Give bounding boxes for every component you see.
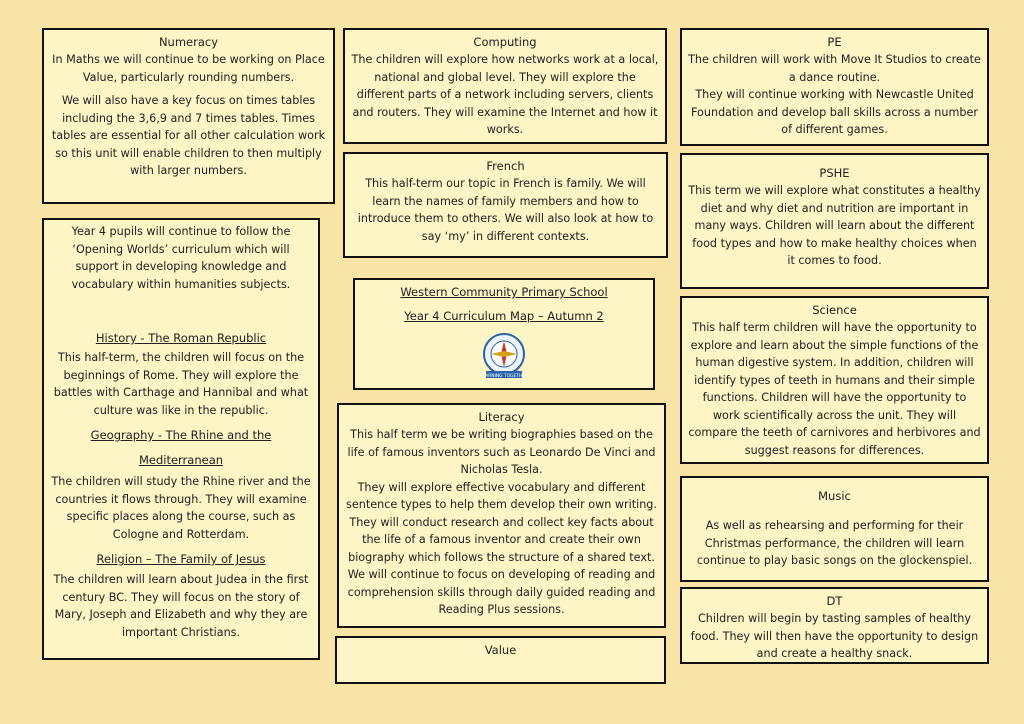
history-title: History - The Roman Republic — [95, 331, 267, 345]
geography-title-line-1: Geography - The Rhine and the — [90, 428, 272, 442]
numeracy-text-1: In Maths we will continue to be working on Place Value, particularly rounding numbers. — [52, 53, 325, 84]
literacy-title: Literacy — [478, 410, 525, 424]
humanities-panel — [42, 218, 320, 660]
curriculum-subtitle: Year 4 Curriculum Map – Autumn 2 — [404, 308, 604, 323]
logo-motto: LEARNING TOGETHER — [479, 374, 529, 379]
history-text: This half-term, the children will focus on the beginnings of Rome. They will explore the battles with Carthage and Hannibal and what culture was like in the republic. — [53, 351, 309, 417]
religion-title: Religion – The Family of Jesus — [96, 552, 266, 566]
science-title: Science — [812, 303, 857, 317]
computing-title: Computing — [473, 35, 537, 49]
value-panel — [335, 636, 666, 684]
school-name: Western Community Primary School — [400, 285, 608, 299]
dt-title: DT — [826, 594, 843, 608]
french-title: French — [486, 159, 525, 173]
numeracy-panel — [42, 28, 335, 204]
pshe-text: This term we will explore what constitutes a healthy diet and why diet and nutrition are important in many ways. Children will learn about the different food types and how to make healthy choices when it comes to food. — [688, 184, 981, 267]
dt-text: Children will begin by tasting samples of healthy food. They will then have the opportunity to design and create a healthy snack. — [690, 612, 979, 660]
computing-panel — [343, 28, 667, 144]
pshe-panel — [680, 153, 989, 289]
school-logo — [477, 331, 531, 381]
computing-text: The children will explore how networks work at a local, national and global level. They will explore the different parts of a network including servers, clients and routers. They will examine the Internet and how it works. — [351, 53, 659, 136]
french-text: This half-term our topic in French is family. We will learn the names of family members and how to introduce them to others. We will also look at how to say ‘my’ in different contexts. — [357, 177, 654, 243]
dt-panel — [680, 587, 989, 664]
science-text: This half term children will have the opportunity to explore and learn about the simple functions of the human digestive system. In addition, children will identify types of teeth in humans and their simple functions. Children will have the opportunity to work scientifically across the unit. They will compare the teeth of carnivores and herbivores and suggest reasons for differences. — [688, 321, 981, 457]
music-text: As well as rehearsing and performing for their Christmas performance, the children will learn continue to play basic songs on the glockenspiel. — [696, 519, 973, 567]
religion-text: The children will learn about Judea in the first century BC. They will focus on the story of Mary, Joseph and Elizabeth and why they are important Christians. — [53, 573, 309, 639]
science-panel — [680, 296, 989, 464]
french-panel — [343, 152, 668, 258]
pshe-title: PSHE — [819, 166, 850, 180]
numeracy-text-2: We will also have a key focus on times tables including the 3,6,9 and 7 times tables. Times tables are essential for all other calculation work so this unit will enable children to then multiply with larger numbers. — [51, 94, 326, 177]
pe-panel — [680, 28, 989, 146]
literacy-text-1: This half term we be writing biographies based on the life of famous inventors such as Leonardo De Vinci and Nicholas Tesla. — [347, 428, 656, 476]
geography-text: The children will study the Rhine river and the countries it flows through. They will examine specific places along the course, such as Cologne and Rotterdam. — [51, 475, 311, 541]
music-title: Music — [818, 489, 851, 503]
pe-title: PE — [827, 35, 842, 49]
humanities-intro: Year 4 pupils will continue to follow the ‘Opening Worlds’ curriculum which will support in developing knowledge and vocabulary within humanities subjects. — [71, 225, 291, 291]
geography-title-line-2: Mediterranean — [138, 453, 224, 467]
literacy-text-3: We will continue to focus on developing of reading and comprehension skills through daily guided reading and Reading Plus sessions. — [347, 568, 656, 616]
pe-text-1: The children will work with Move It Studios to create a dance routine. — [688, 53, 981, 84]
literacy-panel — [337, 403, 666, 628]
music-panel — [680, 476, 989, 582]
school-header-panel — [353, 278, 655, 390]
literacy-text-2: They will explore effective vocabulary and different sentence types to help them develop their own writing. They will conduct research and collect key facts about the life of a famous inventor and create their own biography which follows the structure of a shared text. — [346, 480, 657, 564]
value-title: Value — [484, 643, 517, 657]
numeracy-title: Numeracy — [158, 35, 219, 49]
pe-text-2: They will continue working with Newcastle United Foundation and develop ball skills across a number of different games. — [691, 88, 978, 136]
